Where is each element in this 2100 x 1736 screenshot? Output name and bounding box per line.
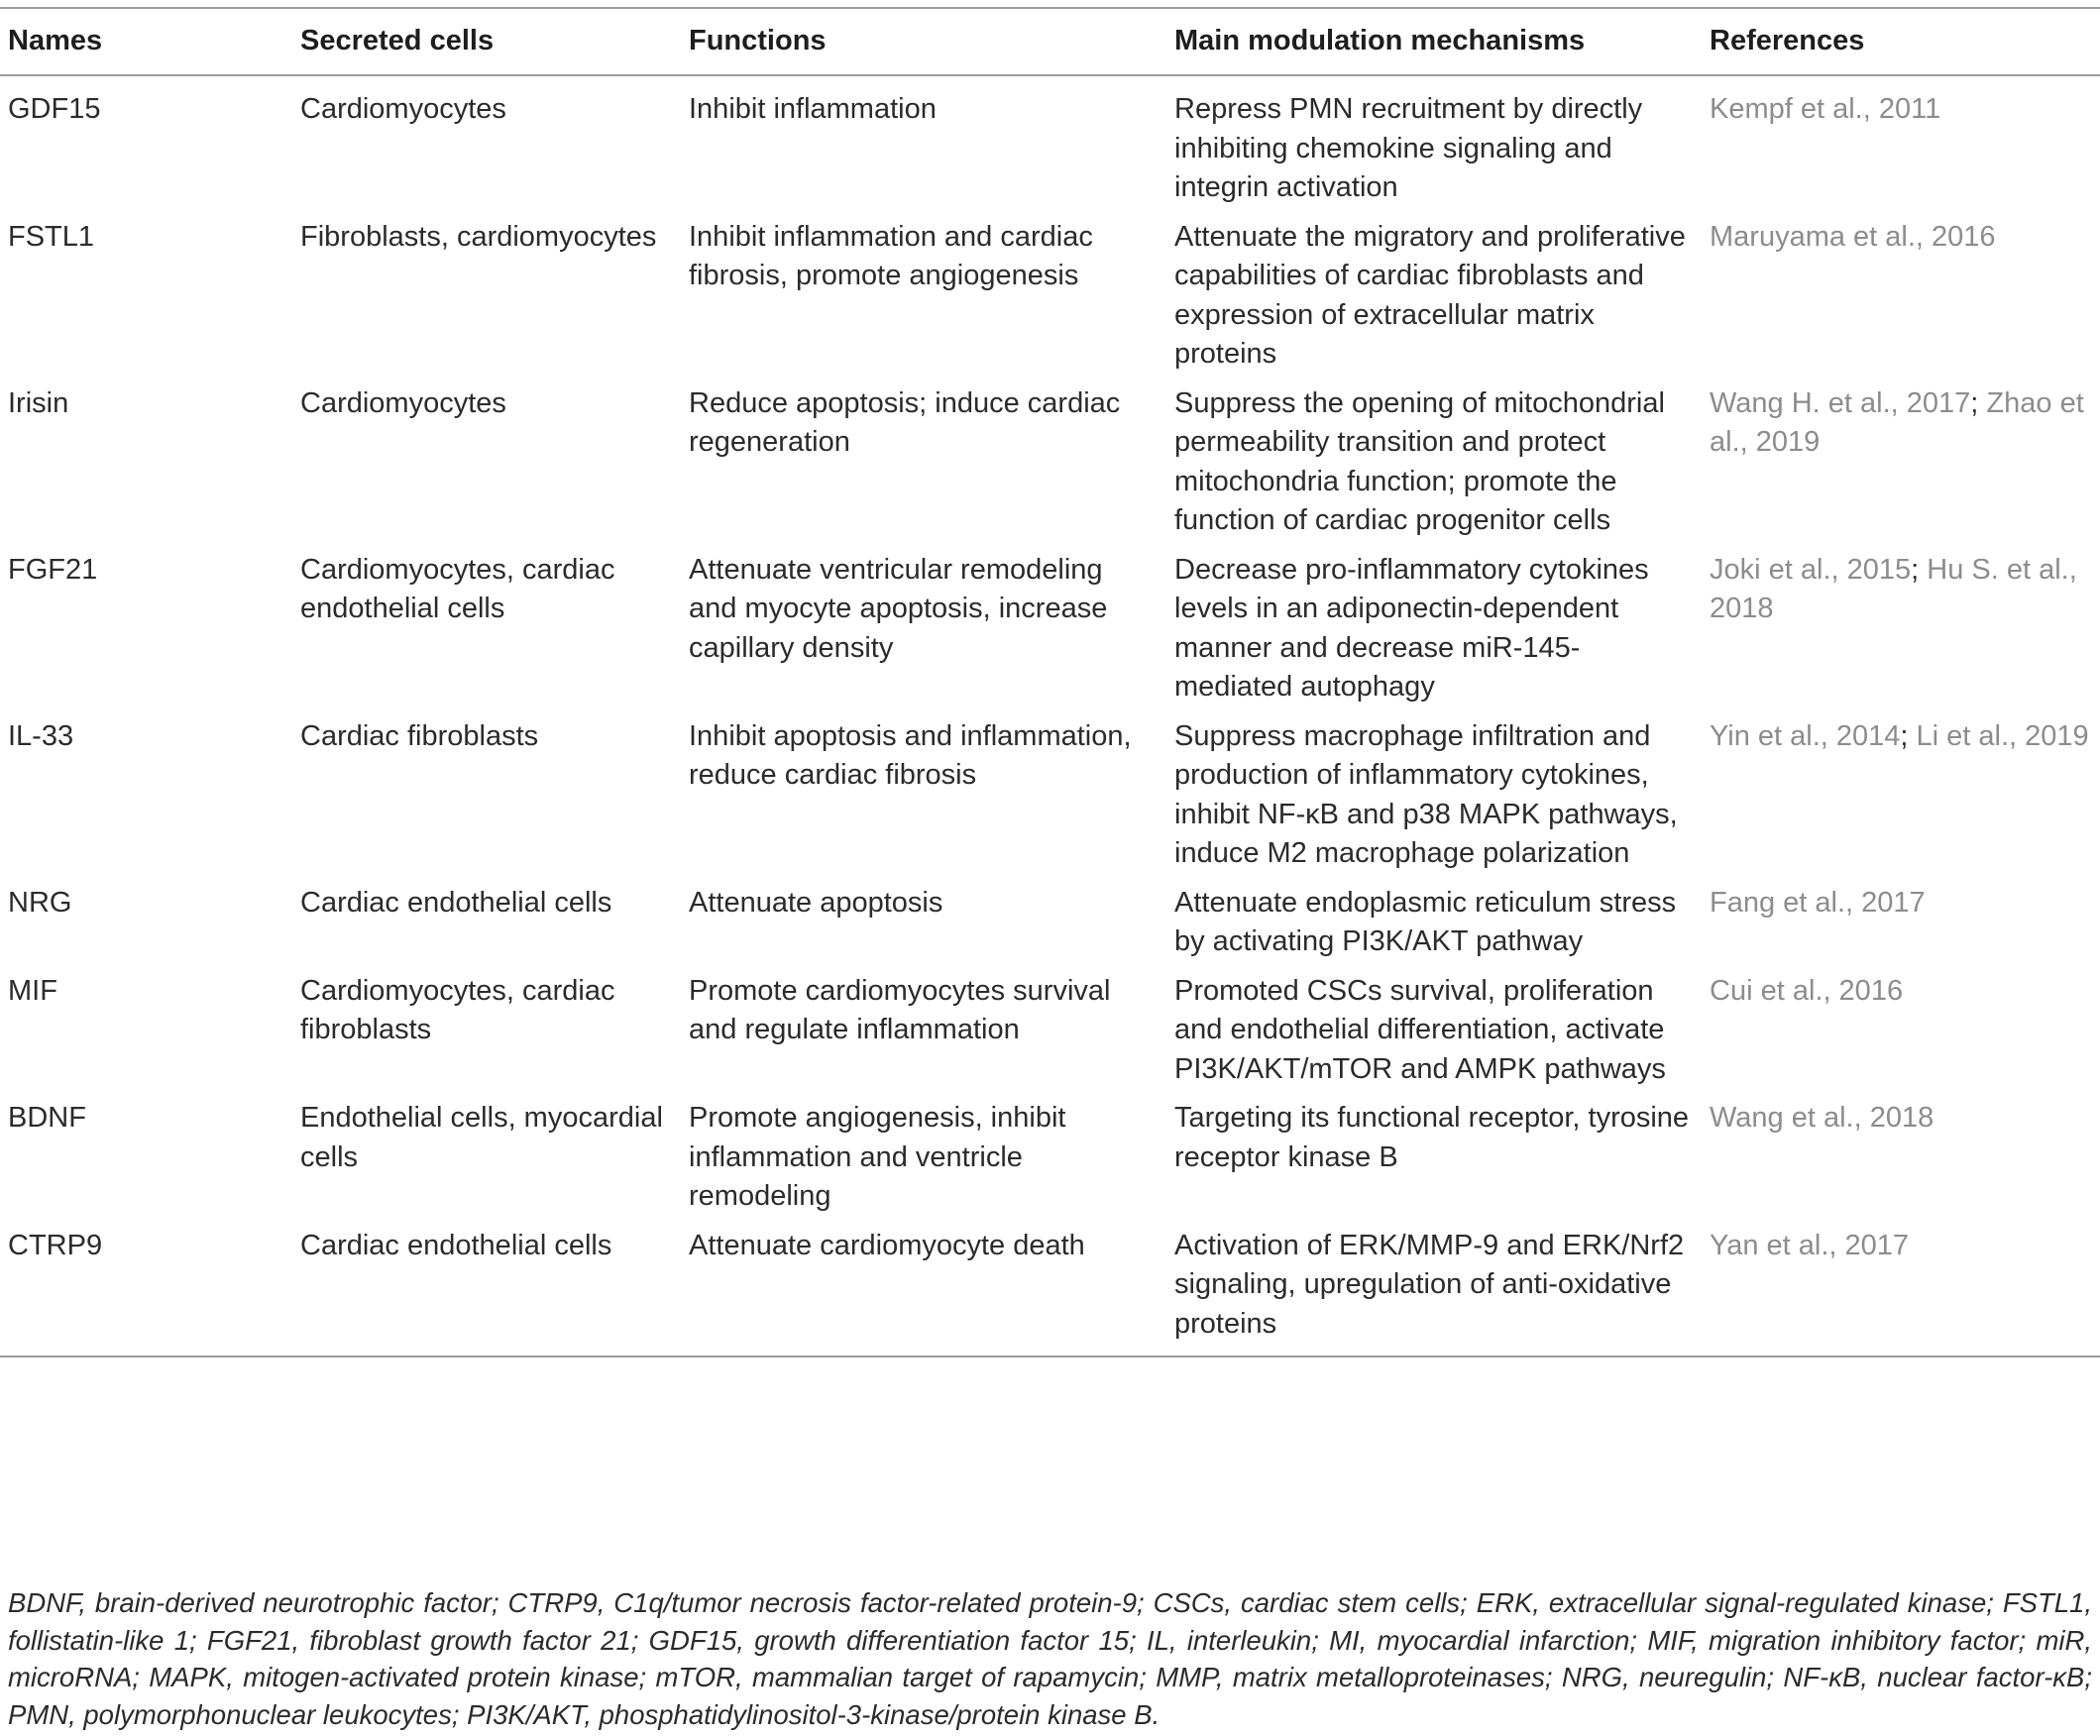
cell-references xyxy=(1702,1223,2100,1357)
cell-secreted-cells: Cardiac endothelial cells xyxy=(300,1229,612,1261)
cell-functions: Promote angiogenesis, inhibit inflammation and ventricle remodeling xyxy=(689,1102,1066,1212)
cell-mechanisms: Activation of ERK/MMP-9 and ERK/Nrf2 signaling, upregulation of anti-oxidative proteins xyxy=(1174,1229,1685,1340)
cell-references xyxy=(1702,968,2100,1096)
cell-name: CTRP9 xyxy=(8,1229,103,1261)
cell-references xyxy=(1702,1095,2100,1223)
cell-secreted-cells: Cardiac fibroblasts xyxy=(300,719,539,752)
cell-secreted-cells: Cardiomyocytes, cardiac endothelial cells xyxy=(300,553,615,624)
header-functions: Functions xyxy=(689,25,827,57)
reference-separator: ; xyxy=(1970,386,1987,419)
cell-secreted-cells: Cardiomyocytes, cardiac fibroblasts xyxy=(300,974,615,1045)
reference-link[interactable]: Hu S. et al., 2018 xyxy=(1710,553,2077,624)
reference-link[interactable]: Maruyama et al., 2016 xyxy=(1710,220,1996,253)
reference-link[interactable]: Fang et al., 2017 xyxy=(1710,886,1926,919)
data-table xyxy=(0,7,2100,1357)
table-row xyxy=(0,75,2100,214)
table-row xyxy=(0,968,2100,1096)
cell-secreted-cells: Endothelial cells, myocardial cells xyxy=(300,1102,663,1173)
cell-mechanisms: Attenuate endoplasmic reticulum stress by activating PI3K/AKT pathway xyxy=(1174,886,1677,957)
reference-separator: ; xyxy=(1900,719,1917,752)
header-mechanisms: Main modulation mechanisms xyxy=(1174,25,1586,57)
cell-references xyxy=(1702,547,2100,713)
cell-name: Irisin xyxy=(8,386,69,419)
cell-secreted-cells: Cardiac endothelial cells xyxy=(300,886,612,919)
cell-functions: Inhibit inflammation and cardiac fibrosis, promote angiogenesis xyxy=(689,220,1093,291)
reference-link[interactable]: Cui et al., 2016 xyxy=(1710,974,1904,1007)
reference-link[interactable]: Wang et al., 2018 xyxy=(1710,1102,1934,1134)
cell-mechanisms: Repress PMN recruitment by directly inhibiting chemokine signaling and integrin activation xyxy=(1174,93,1643,203)
cell-secreted-cells: Cardiomyocytes xyxy=(300,386,506,419)
cell-mechanisms: Promoted CSCs survival, proliferation and endothelial differentiation, activate PI3K/AKT/mTOR and AMPK pathways xyxy=(1174,974,1666,1085)
reference-link[interactable]: Joki et al., 2015 xyxy=(1710,553,1912,586)
header-references: References xyxy=(1710,25,1865,57)
reference-link[interactable]: Wang H. et al., 2017 xyxy=(1710,386,1971,419)
table-row xyxy=(0,880,2100,968)
table-row xyxy=(0,713,2100,880)
cell-name: FSTL1 xyxy=(8,220,95,253)
cell-mechanisms: Decrease pro-inflammatory cytokines levels in an adiponectin-dependent manner and decrease miR-145-mediated autophagy xyxy=(1174,553,1649,703)
cell-references xyxy=(1702,75,2100,214)
reference-link[interactable]: Kempf et al., 2011 xyxy=(1710,93,1941,125)
cell-functions: Attenuate cardiomyocyte death xyxy=(689,1229,1085,1261)
cell-mechanisms: Suppress macrophage infiltration and production of inflammatory cytokines, inhibit NF-κB and p38 MAPK pathways, induce M2 macrophage polarization xyxy=(1174,719,1678,869)
cell-name: GDF15 xyxy=(8,93,101,125)
cell-secreted-cells: Fibroblasts, cardiomyocytes xyxy=(300,220,657,253)
cell-functions: Promote cardiomyocytes survival and regulate inflammation xyxy=(689,974,1111,1045)
cell-name: BDNF xyxy=(8,1102,86,1134)
header-secreted-cells: Secreted cells xyxy=(300,25,495,57)
cell-functions: Inhibit inflammation xyxy=(689,93,937,125)
header-row xyxy=(0,8,2100,75)
table-footnote: BDNF, brain-derived neurotrophic factor; CTRP9, C1q/tumor necrosis factor-related protein-9; CSCs, cardiac stem cells; ERK, extracellular signal-regulated kinase; FSTL1, follistatin-like 1; FGF21, fibroblast growth factor 21; GDF15, growth differentiation factor 15; IL, interleukin; MI, myocardial infarction; MIF, migration inhibitory factor; miR, microRNA; MAPK, mitogen-activated protein kinase; mTOR, mammalian target of rapamycin; MMP, matrix metalloproteinases; NRG, neuregulin; NF-κB, nuclear factor-κB; PMN, polymorphonuclear leukocytes; PI3K/AKT, phosphatidylinositol-3-kinase/protein kinase B. xyxy=(8,1587,2092,1730)
table-header xyxy=(0,8,2100,75)
cell-functions: Attenuate ventricular remodeling and myocyte apoptosis, increase capillary density xyxy=(689,553,1108,664)
reference-link[interactable]: Li et al., 2019 xyxy=(1916,719,2089,752)
cell-mechanisms: Attenuate the migratory and proliferative capabilities of cardiac fibroblasts and expression of extracellular matrix proteins xyxy=(1174,220,1686,370)
cell-name: FGF21 xyxy=(8,553,98,586)
cell-secreted-cells: Cardiomyocytes xyxy=(300,93,506,125)
cell-mechanisms: Targeting its functional receptor, tyrosine receptor kinase B xyxy=(1174,1102,1690,1173)
cell-functions: Attenuate apoptosis xyxy=(689,886,943,919)
cell-mechanisms: Suppress the opening of mitochondrial permeability transition and protect mitochondria function; promote the function of cardiac progenitor cells xyxy=(1174,386,1665,536)
cell-functions: Reduce apoptosis; induce cardiac regeneration xyxy=(689,386,1121,458)
reference-link[interactable]: Yin et al., 2014 xyxy=(1710,719,1901,752)
header-names: Names xyxy=(8,25,103,57)
reference-link[interactable]: Zhao et al., 2019 xyxy=(1710,386,2084,458)
reference-link[interactable]: Yan et al., 2017 xyxy=(1710,1229,1910,1261)
table-row xyxy=(0,1223,2100,1357)
cell-name: NRG xyxy=(8,886,72,919)
cell-references xyxy=(1702,214,2100,380)
reference-separator: ; xyxy=(1911,553,1928,586)
cell-references xyxy=(1702,380,2100,547)
table-body xyxy=(0,75,2100,1356)
cell-references xyxy=(1702,880,2100,968)
table-row xyxy=(0,547,2100,713)
table-row xyxy=(0,214,2100,380)
table-row xyxy=(0,1095,2100,1223)
cell-references xyxy=(1702,713,2100,880)
cell-name: IL-33 xyxy=(8,719,74,752)
cell-functions: Inhibit apoptosis and inflammation, reduce cardiac fibrosis xyxy=(689,719,1132,791)
table-row xyxy=(0,380,2100,547)
cell-name: MIF xyxy=(8,974,57,1007)
